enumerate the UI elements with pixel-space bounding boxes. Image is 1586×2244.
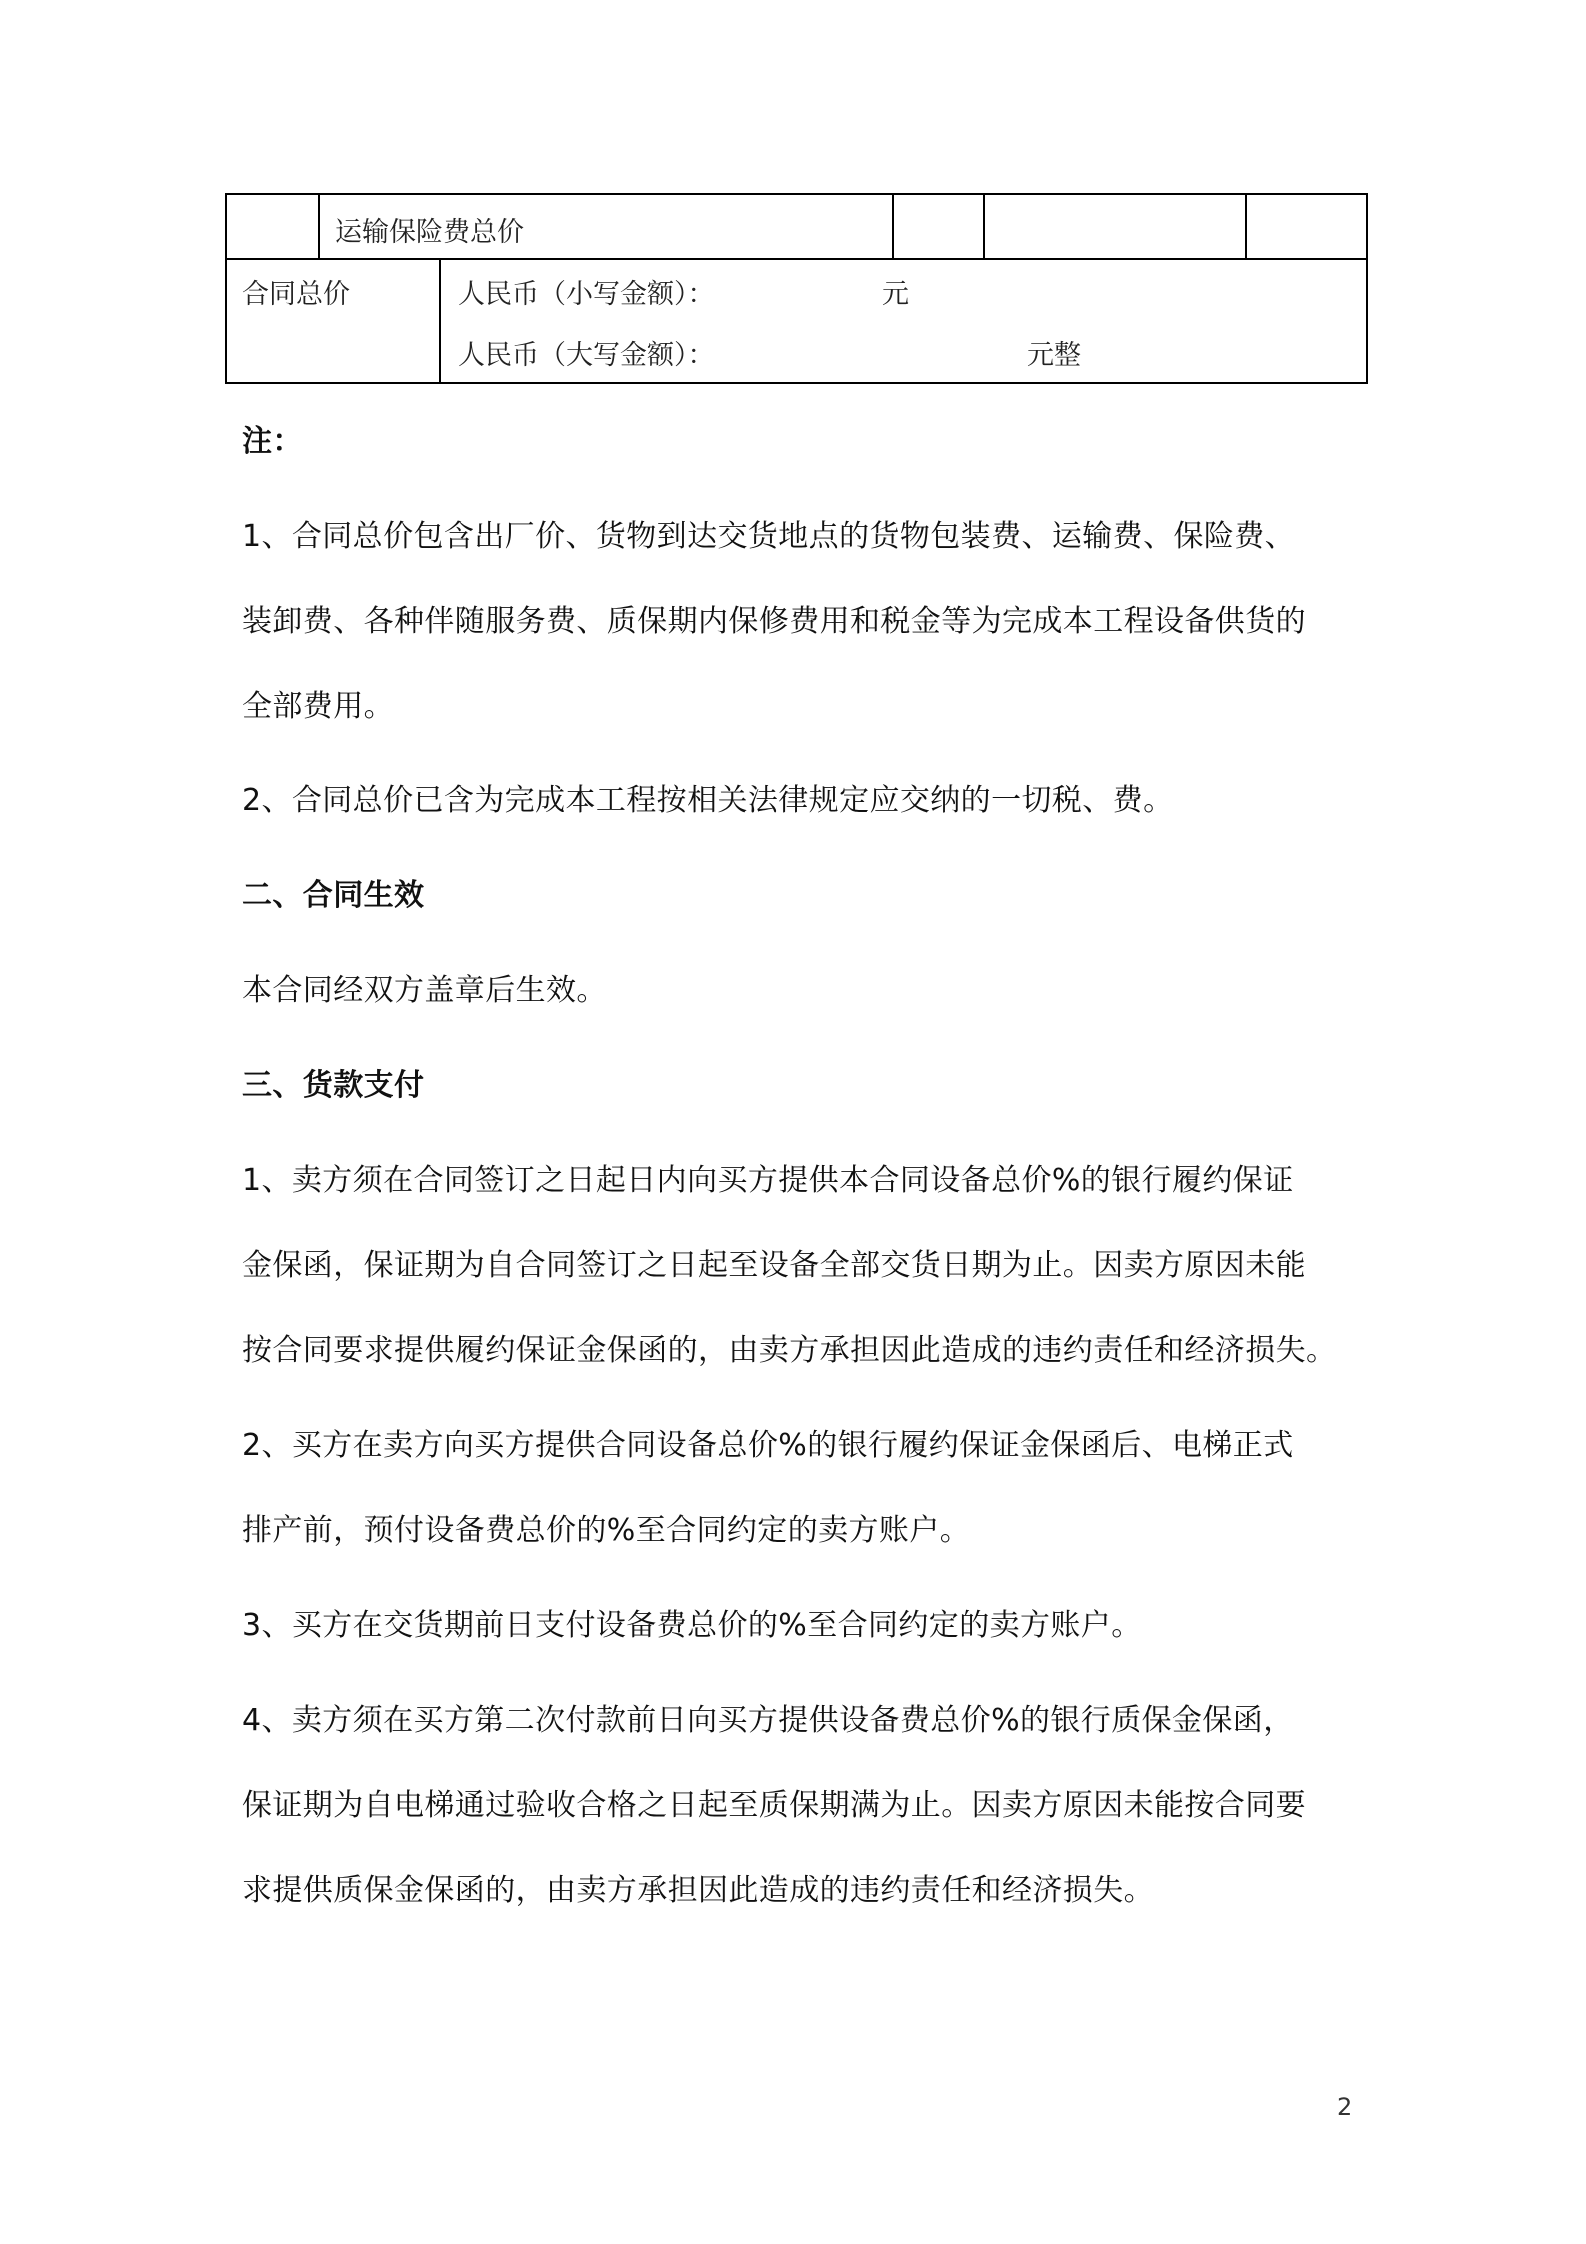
table-divider — [983, 195, 985, 258]
table-row-transport-insurance — [227, 195, 1366, 260]
contract-total-label: 合同总价 — [242, 279, 350, 310]
note-2: 2、合同总价已含为完成本工程按相关法律规定应交纳的一切税、费。 — [242, 783, 1174, 818]
large-amount-unit: 元整 — [1027, 340, 1081, 371]
page-number: 2 — [1337, 2093, 1353, 2121]
payment-2-line-1: 2、买方在卖方向买方提供合同设备总价%的银行履约保证金保函后、电梯正式 — [242, 1428, 1294, 1463]
table-divider — [439, 258, 441, 382]
table-cell-item — [320, 195, 890, 258]
payment-1-line-2: 金保函，保证期为自合同签订之日起至设备全部交货日期为止。因卖方原因未能 — [242, 1248, 1306, 1283]
note-1-line-2: 装卸费、各种伴随服务费、质保期内保修费用和税金等为完成本工程设备供货的 — [242, 604, 1306, 639]
price-table — [225, 193, 1368, 384]
small-amount-label: 人民币（小写金额）： — [458, 279, 715, 310]
section-2-title: 二、合同生效 — [242, 878, 425, 913]
table-row-contract-total — [227, 258, 1366, 382]
table-divider — [1245, 195, 1247, 258]
payment-3: 3、买方在交货期前日支付设备费总价的%至合同约定的卖方账户。 — [242, 1608, 1142, 1643]
note-1-line-3: 全部费用。 — [242, 689, 394, 724]
note-title: 注： — [242, 424, 303, 459]
note-1-line-1: 1、合同总价包含出厂价、货物到达交货地点的货物包装费、运输费、保险费、 — [242, 519, 1296, 554]
section-3-title: 三、货款支付 — [242, 1068, 425, 1103]
payment-2-line-2: 排产前，预付设备费总价的%至合同约定的卖方账户。 — [242, 1513, 971, 1548]
small-amount-unit: 元 — [882, 279, 909, 310]
payment-4-line-2: 保证期为自电梯通过验收合格之日起至质保期满为止。因卖方原因未能按合同要 — [242, 1788, 1306, 1823]
section-2-text: 本合同经双方盖章后生效。 — [242, 973, 607, 1008]
payment-1-line-1: 1、卖方须在合同签订之日起日内向买方提供本合同设备总价%的银行履约保证 — [242, 1163, 1294, 1198]
large-amount-label: 人民币（大写金额）： — [458, 340, 715, 371]
table-divider — [892, 195, 894, 258]
payment-1-line-3: 按合同要求提供履约保证金保函的，由卖方承担因此造成的违约责任和经济损失。 — [242, 1333, 1337, 1368]
payment-4-line-1: 4、卖方须在买方第二次付款前日向买方提供设备费总价%的银行质保金保函， — [242, 1703, 1294, 1738]
transport-insurance-label: 运输保险费总价 — [335, 217, 524, 248]
payment-4-line-3: 求提供质保金保函的，由卖方承担因此造成的违约责任和经济损失。 — [242, 1873, 1154, 1908]
